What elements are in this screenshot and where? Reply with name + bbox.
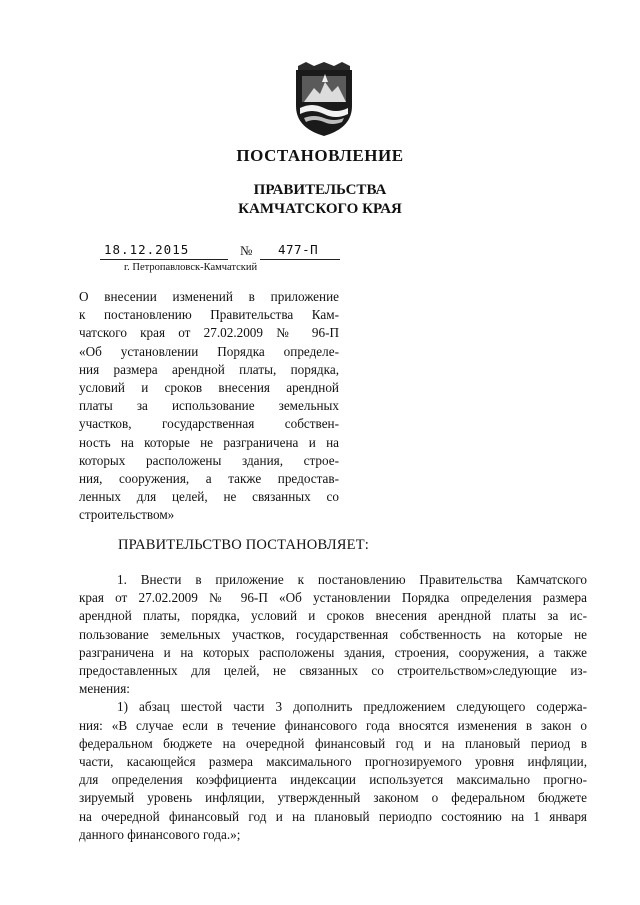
body-line: данного финансового года.»; <box>79 826 241 842</box>
authority-line-2: КАМЧАТСКОГО КРАЯ <box>238 201 402 217</box>
body-line: части, касающейся размера максимального прогнозируемого уровня инфляции, <box>79 754 587 770</box>
date-number-row <box>100 242 340 282</box>
body-line: менения: <box>79 681 130 697</box>
body-line: арендной платы, порядка, условий и сроков внесения арендной платы за ис- <box>79 608 587 624</box>
subject-line: «Об установлении Порядка определе- <box>79 343 339 359</box>
subject-line: чатского края от 27.02.2009 № 96-П <box>79 325 339 341</box>
body-line: зируемый уровень инфляции, утвержденный законом о федеральном бюджете <box>79 790 587 806</box>
subject-line: ния, сооружения, а также предостав- <box>79 471 339 487</box>
date-underline <box>100 259 228 260</box>
subject-line: платы за использование земельных <box>79 398 339 414</box>
subject-line: условий и сроков внесения арендной <box>79 380 339 396</box>
number-underline <box>260 259 340 260</box>
body-line: на очередной финансовый год и на плановый периодпо состоянию на 1 января <box>79 808 587 824</box>
subject-line: ленных для целей, не связанных со <box>79 489 339 505</box>
document-type: ПОСТАНОВЛЕНИЕ <box>236 146 404 165</box>
body-line: разграничена и на которых расположены здания, строения, сооружения, а также <box>79 644 587 660</box>
document-number: 477-П <box>278 242 319 257</box>
body-line: федеральном бюджете на очередной финансовый год и на плановый период в <box>79 735 587 751</box>
subject-line: к постановлению Правительства Кам- <box>79 307 339 323</box>
body-line: края от 27.02.2009 № 96-П «Об установлении Порядка определения размера <box>79 590 587 606</box>
kamchatka-emblem-icon <box>292 62 356 138</box>
subject-line: строительством» <box>79 507 175 523</box>
decree-statement: ПРАВИТЕЛЬСТВО ПОСТАНОВЛЯЕТ: <box>118 537 370 553</box>
subject-line: О внесении изменений в приложение <box>79 289 339 304</box>
body-line: 1) абзац шестой части 3 дополнить предложением следующего содержа- <box>117 699 587 715</box>
subject-line: ния размера арендной платы, порядка, <box>79 361 339 377</box>
document-subject <box>79 288 339 525</box>
number-sign: № <box>240 243 253 258</box>
body-line: 1. Внести в приложение к постановлению Правительства Камчатского <box>117 572 587 587</box>
issuing-authority <box>0 181 640 219</box>
body-line: предоставленных для целей, не связанных со строительством»следующие из- <box>79 663 587 679</box>
body-line: ния: «В случае если в течение финансового года вносятся изменения в закон о <box>79 717 587 733</box>
subject-line: которых расположены здания, строе- <box>79 452 339 468</box>
body-line: пользование земельных участков, государственная собственность на которые не <box>79 626 587 642</box>
subject-line: участков, государственная собствен- <box>79 416 339 432</box>
document-date: 18.12.2015 <box>104 242 190 257</box>
document-body <box>79 571 587 844</box>
issue-city: г. Петропавловск-Камчатский <box>124 262 258 273</box>
authority-line-1: ПРАВИТЕЛЬСТВА <box>253 182 387 198</box>
subject-line: ность на которые не разграничена и на <box>79 434 339 450</box>
body-line: для определения коэффициента индексации используется максимально прогно- <box>79 772 587 788</box>
